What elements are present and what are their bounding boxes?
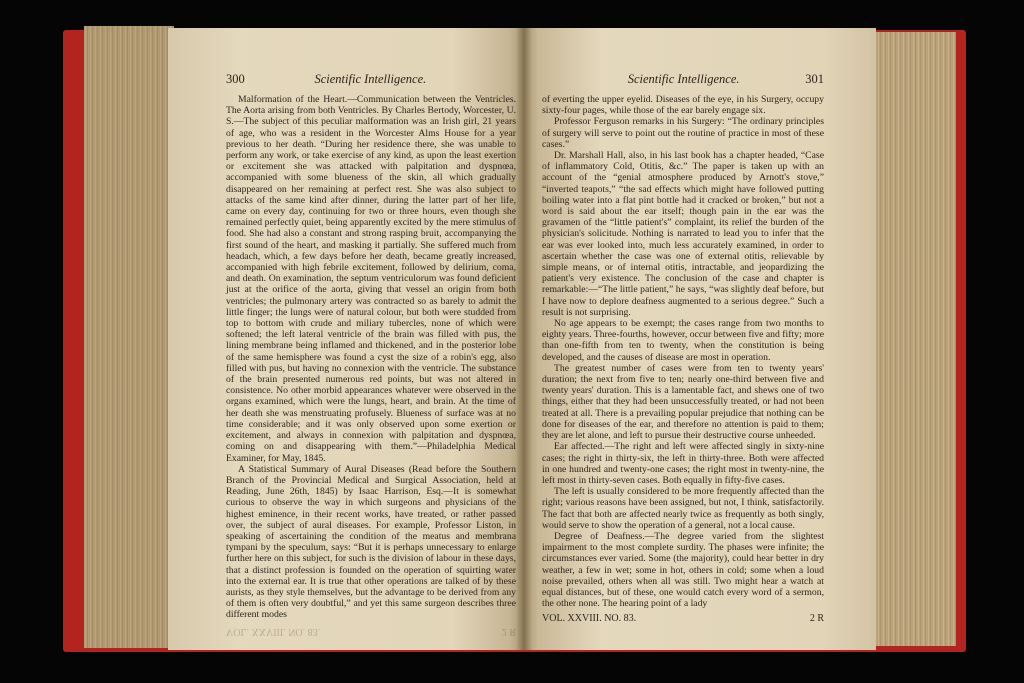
left-footer-volume: VOL. XXVIII. NO. 83.	[226, 625, 321, 637]
right-page	[524, 28, 876, 650]
right-paragraph: No age appears to be exempt; the cases range from two months to eighty years. Three-fourths, however, occur between five and fifty; more than one-fifth from ten to twenty, when the constitution is being developed, and the causes of disease are most in operation.	[542, 318, 824, 363]
right-paragraph: Degree of Deafness.—The degree varied from the slightest impairment to the most complete surdity. The phases were infinite; the circumstances ever varied. Some (the majority), could hear better in dry weather, a few in wet; some in hot, others in cold; some when a loud noise prevailed, others when all was still. Two might hear a watch at equal distances, but of these, one would catch every word of a sermon, the other none. The hearing point of a lady	[542, 530, 824, 610]
right-page-edges	[872, 32, 956, 646]
left-paragraph: Malformation of the Heart.—Communication between the Ventricles. The Aorta arising from both Ventricles. By Charles Bertody, Worcester, U. S.—The subject of this peculiar malformation was an Irish girl, 21 years of age, who was a resident in the Worcester Alms House for a year previous to her death. “During her residence there, she was unable to perform any work, or take exercise of any kind, as upon the least exertion or excitement she was attacked with palpitation and dyspnœa, accompanied with some blueness of the skin, all which gradually disappeared on her remaining at perfect rest. She was also subject to attacks of the same kind after dinner, during the latter part of her life, came on every day, continuing for two or three hours, even though she remained perfectly quiet, being apparently excited by the mere stimulus of food. She had also a constant and strong rasping bruit, accompanying the first sound of the heart, and masking it partially. She suffered much from headach, which, a few days before her death, became greatly increased, accompanied with high febrile excitement, followed by delirium, coma, and death. On examination, the septum ventriculorum was found deficient just at the orifice of the aorta, giving that vessel an origin from both ventricles; the pulmonary artery was contracted so as barely to admit the little finger; the lungs were of natural colour, but both were studded from top to bottom with crude and miliary tubercles, none of which were softened; the left lateral ventricle of the brain was filled with pus, the lining membrane being inflamed and thickened, and in the posterior lobe of the same hemisphere was found a cyst the size of a robin's egg, also filled with pus, but having no connexion with the ventricle. The substance of the brain presented numerous red points, but was not altered in consistence. No other morbid appearances whatever were observed in the organs examined, which were the lungs, heart, and brain. At the time of her death she was menstruating profusely. Blueness of surface was at no time considerable; and it was only observed upon some exertion or excitement, and always in connexion with palpitation and dyspnœa, coming on and disappearing with them.”—Philadelphia Medical Examiner, for May, 1845.	[226, 94, 516, 464]
right-paragraph: Professor Ferguson remarks in his Surgery: “The ordinary principles of surgery will serve to point out the routine of practice in most of these cases.”	[542, 116, 824, 150]
right-running-head	[542, 72, 824, 86]
left-page-number: 300	[226, 72, 245, 86]
right-page-number: 301	[805, 72, 824, 86]
right-footer-volume: VOL. XXVIII. NO. 83.	[542, 613, 637, 625]
left-body-text	[226, 94, 516, 621]
left-page-edges	[84, 26, 174, 648]
book-gutter	[516, 28, 532, 650]
right-paragraph: Ear affected.—The right and left were affected singly in sixty-nine cases; the right in thirty-six, the left in thirty-three. Both were affected in one hundred and twenty-one cases; the right most in twenty-nine, the left most in thirty-seven cases. Both equally in fifty-five cases.	[542, 441, 824, 486]
left-footer-signature: 2 R	[501, 625, 516, 637]
right-body-text	[542, 94, 824, 609]
right-footer-signature: 2 R	[809, 613, 824, 625]
right-paragraph: The greatest number of cases were from ten to twenty years' duration; the next from five to ten; nearly one-third between five and twenty years' duration. This is a lamentable fact, and shews one of two things, either that they had been unsuccessfully treated, or had not been treated at all. There is a prevailing popular prejudice that nothing can be done for diseases of the ear, and therefore no attention is paid to them; they are let alone, and left to pursue their destructive course unheeded.	[542, 362, 824, 442]
right-paragraph: Dr. Marshall Hall, also, in his last book has a chapter headed, “Case of inflammatory Cold, Otitis, &c.” The paper is taken up with an account of the “genial atmosphere produced by Arnott's stove,” “inverted teapots,” “the sad effects which might have followed putting boiling water into a flat pint bottle had it cracked or broken,” but not a word is said about the ear itself; though pain in the ear was the gravamen of the “little patient's” complaint, its relief the burden of the physician's solicitude. Nothing is narrated to lead you to infer that the ear was ever looked into, much less accurately examined, in order to ascertain whether the case was one of external otitis, relievable by simple means, or of internal otitis, intractable, and jeopardizing the patient's very existence. The conclusion of the case and chapter is remarkable:—“The little patient,” he says, “was slightly deaf before, but I have now to deplore deafness augmented to a serious degree.” Such a result is not surprising.	[542, 150, 824, 318]
left-running-title: Scientific Intelligence.	[314, 72, 427, 86]
left-bleedthrough-footer	[226, 625, 516, 637]
right-paragraph: of everting the upper eyelid. Diseases of the eye, in his Surgery, occupy sixty-four pages, while those of the ear barely engage six.	[542, 94, 824, 117]
left-paragraph: A Statistical Summary of Aural Diseases (Read before the Southern Branch of the Provincial Medical and Surgical Association, held at Reading, June 26th, 1845) by Isaac Harrison, Esq.—It is somewhat curious to observe the way in which surgeons and physicians of the highest eminence, in their recent works, have treated, or rather passed over, the subject of aural diseases. For example, Professor Liston, in speaking of ascertaining the condition of the meatus and membrana tympani by the speculum, says: “But it is perhaps unnecessary to enlarge further here on this subject, for such is the division of labour in these days, that a distinct profession is founded on the operation of squirting water into the external ear. It is true that other operations are talked of by these aurists, as they style themselves, but the advantage to be derived from any of them is often very doubtful,” and yet this same surgeon describes three different modes	[226, 463, 516, 621]
right-running-title: Scientific Intelligence.	[627, 72, 740, 86]
left-running-head	[226, 72, 516, 86]
left-page	[168, 28, 524, 650]
right-footer	[542, 613, 824, 625]
right-paragraph: The left is usually considered to be more frequently affected than the right; various reasons have been assigned, but not, I think, satisfactorily. The fact that both are affected nearly twice as frequently as both singly, would serve to show the operation of a general, not a local cause.	[542, 486, 824, 531]
